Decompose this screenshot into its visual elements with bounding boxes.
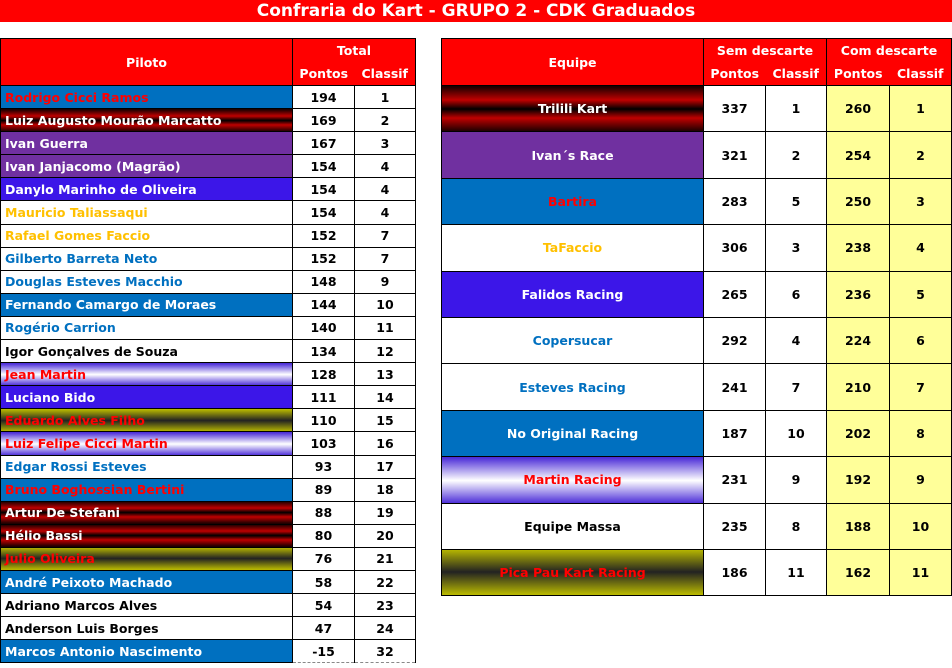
driver-classif: 13 — [355, 363, 416, 386]
driver-row — [1, 524, 416, 547]
driver-name: Jean Martin — [1, 363, 293, 386]
team-name: TaFaccio — [442, 225, 704, 271]
team-name: Trilili Kart — [442, 86, 704, 132]
team-sem-pontos: 337 — [704, 86, 766, 132]
team-name: Bartira — [442, 178, 704, 224]
driver-pontos: 134 — [293, 340, 355, 363]
driver-row — [1, 201, 416, 224]
driver-name: André Peixoto Machado — [1, 570, 293, 593]
driver-classif: 10 — [355, 293, 416, 316]
header-sem-descarte: Sem descarte — [704, 39, 827, 63]
driver-classif: 17 — [355, 455, 416, 478]
driver-classif: 21 — [355, 547, 416, 570]
driver-pontos: 76 — [293, 547, 355, 570]
team-sem-classif: 9 — [766, 457, 827, 503]
driver-classif: 23 — [355, 594, 416, 617]
team-name: Ivan´s Race — [442, 132, 704, 178]
team-name: Esteves Racing — [442, 364, 704, 410]
driver-pontos: 152 — [293, 247, 355, 270]
team-com-pontos: 224 — [827, 317, 890, 363]
driver-pontos: 140 — [293, 316, 355, 339]
driver-pontos: 144 — [293, 293, 355, 316]
driver-row — [1, 340, 416, 363]
team-sem-classif: 7 — [766, 364, 827, 410]
driver-name: Igor Gonçalves de Souza — [1, 340, 293, 363]
team-com-classif: 9 — [890, 457, 952, 503]
driver-row — [1, 640, 416, 663]
team-com-pontos: 210 — [827, 364, 890, 410]
page-title: Confraria do Kart - GRUPO 2 - CDK Graduados — [0, 0, 952, 22]
driver-row — [1, 617, 416, 640]
driver-row — [1, 409, 416, 432]
driver-name: Julio Oliveira — [1, 547, 293, 570]
driver-classif: 4 — [355, 178, 416, 201]
driver-row — [1, 570, 416, 593]
driver-pontos: 128 — [293, 363, 355, 386]
driver-row — [1, 178, 416, 201]
driver-classif: 12 — [355, 340, 416, 363]
team-name: Equipe Massa — [442, 503, 704, 549]
team-com-classif: 7 — [890, 364, 952, 410]
team-sem-classif: 11 — [766, 549, 827, 595]
team-com-classif: 5 — [890, 271, 952, 317]
team-com-classif: 6 — [890, 317, 952, 363]
driver-classif: 14 — [355, 386, 416, 409]
driver-pontos: 152 — [293, 224, 355, 247]
drivers-standings-table — [0, 38, 416, 663]
driver-pontos: 194 — [293, 86, 355, 109]
driver-classif: 20 — [355, 524, 416, 547]
driver-name: Ivan Guerra — [1, 132, 293, 155]
driver-pontos: 154 — [293, 155, 355, 178]
driver-pontos: 93 — [293, 455, 355, 478]
driver-row — [1, 86, 416, 109]
driver-name: Artur De Stefani — [1, 501, 293, 524]
driver-name: Marcos Antonio Nascimento — [1, 640, 293, 663]
team-name: Falidos Racing — [442, 271, 704, 317]
driver-pontos: 58 — [293, 570, 355, 593]
driver-row — [1, 316, 416, 339]
team-com-pontos: 162 — [827, 549, 890, 595]
team-sem-pontos: 235 — [704, 503, 766, 549]
header-total: Total — [293, 39, 416, 63]
team-sem-classif: 1 — [766, 86, 827, 132]
driver-name: Douglas Esteves Macchio — [1, 270, 293, 293]
team-sem-pontos: 186 — [704, 549, 766, 595]
team-sem-classif: 2 — [766, 132, 827, 178]
driver-name: Adriano Marcos Alves — [1, 594, 293, 617]
team-com-classif: 8 — [890, 410, 952, 456]
driver-pontos: 80 — [293, 524, 355, 547]
driver-name: Eduardo Alves Filho — [1, 409, 293, 432]
driver-classif: 1 — [355, 86, 416, 109]
driver-pontos: 154 — [293, 201, 355, 224]
driver-name: Rodrigo Cicci Ramos — [1, 86, 293, 109]
header-piloto: Piloto — [1, 39, 293, 86]
driver-classif: 4 — [355, 201, 416, 224]
driver-classif: 3 — [355, 132, 416, 155]
teams-standings-table — [441, 38, 952, 596]
team-sem-pontos: 187 — [704, 410, 766, 456]
team-sem-pontos: 321 — [704, 132, 766, 178]
driver-pontos: 54 — [293, 594, 355, 617]
driver-row — [1, 478, 416, 501]
team-sem-classif: 10 — [766, 410, 827, 456]
driver-classif: 9 — [355, 270, 416, 293]
driver-name: Anderson Luis Borges — [1, 617, 293, 640]
driver-row — [1, 293, 416, 316]
header-pontos: Pontos — [293, 63, 355, 86]
team-com-pontos: 236 — [827, 271, 890, 317]
driver-row — [1, 224, 416, 247]
team-com-classif: 3 — [890, 178, 952, 224]
driver-pontos: 167 — [293, 132, 355, 155]
driver-pontos: 88 — [293, 501, 355, 524]
team-com-classif: 11 — [890, 549, 952, 595]
driver-pontos: 148 — [293, 270, 355, 293]
driver-classif: 11 — [355, 316, 416, 339]
driver-name: Fernando Camargo de Moraes — [1, 293, 293, 316]
driver-classif: 16 — [355, 432, 416, 455]
team-sem-pontos: 283 — [704, 178, 766, 224]
driver-row — [1, 386, 416, 409]
driver-classif: 18 — [355, 478, 416, 501]
team-sem-pontos: 265 — [704, 271, 766, 317]
driver-name: Edgar Rossi Esteves — [1, 455, 293, 478]
driver-classif: 7 — [355, 224, 416, 247]
header-com-descarte: Com descarte — [827, 39, 952, 63]
driver-row — [1, 270, 416, 293]
team-com-pontos: 192 — [827, 457, 890, 503]
driver-name: Luiz Felipe Cicci Martin — [1, 432, 293, 455]
driver-pontos: 111 — [293, 386, 355, 409]
driver-name: Ivan Janjacomo (Magrão) — [1, 155, 293, 178]
team-com-pontos: 250 — [827, 178, 890, 224]
team-com-classif: 2 — [890, 132, 952, 178]
team-com-classif: 10 — [890, 503, 952, 549]
header-com-pontos: Pontos — [827, 63, 890, 86]
driver-pontos: 47 — [293, 617, 355, 640]
driver-pontos: 110 — [293, 409, 355, 432]
driver-name: Hélio Bassi — [1, 524, 293, 547]
team-sem-pontos: 241 — [704, 364, 766, 410]
driver-name: Luciano Bido — [1, 386, 293, 409]
team-com-classif: 4 — [890, 225, 952, 271]
team-name: Pica Pau Kart Racing — [442, 549, 704, 595]
driver-classif: 24 — [355, 617, 416, 640]
team-name: No Original Racing — [442, 410, 704, 456]
team-com-pontos: 260 — [827, 86, 890, 132]
team-row — [442, 503, 952, 549]
team-row — [442, 132, 952, 178]
driver-row — [1, 432, 416, 455]
team-sem-pontos: 231 — [704, 457, 766, 503]
driver-name: Bruno Boghossian Bertini — [1, 478, 293, 501]
header-equipe: Equipe — [442, 39, 704, 86]
driver-row — [1, 109, 416, 132]
team-com-pontos: 238 — [827, 225, 890, 271]
driver-row — [1, 363, 416, 386]
team-com-pontos: 202 — [827, 410, 890, 456]
driver-classif: 22 — [355, 570, 416, 593]
team-sem-classif: 5 — [766, 178, 827, 224]
team-name: Martin Racing — [442, 457, 704, 503]
team-row — [442, 317, 952, 363]
driver-classif: 4 — [355, 155, 416, 178]
driver-row — [1, 155, 416, 178]
header-sem-classif: Classif — [766, 63, 827, 86]
team-sem-pontos: 292 — [704, 317, 766, 363]
team-sem-classif: 3 — [766, 225, 827, 271]
driver-name: Rogério Carrion — [1, 316, 293, 339]
driver-row — [1, 547, 416, 570]
driver-name: Gilberto Barreta Neto — [1, 247, 293, 270]
driver-classif: 15 — [355, 409, 416, 432]
driver-name: Danylo Marinho de Oliveira — [1, 178, 293, 201]
driver-name: Mauricio Taliassaqui — [1, 201, 293, 224]
driver-name: Rafael Gomes Faccio — [1, 224, 293, 247]
driver-row — [1, 594, 416, 617]
team-sem-classif: 6 — [766, 271, 827, 317]
driver-pontos: 89 — [293, 478, 355, 501]
driver-pontos: -15 — [293, 640, 355, 663]
driver-row — [1, 455, 416, 478]
driver-pontos: 169 — [293, 109, 355, 132]
team-row — [442, 410, 952, 456]
team-sem-classif: 4 — [766, 317, 827, 363]
team-row — [442, 86, 952, 132]
driver-classif: 32 — [355, 640, 416, 663]
driver-row — [1, 247, 416, 270]
team-com-classif: 1 — [890, 86, 952, 132]
driver-classif: 2 — [355, 109, 416, 132]
team-sem-pontos: 306 — [704, 225, 766, 271]
team-row — [442, 549, 952, 595]
header-com-classif: Classif — [890, 63, 952, 86]
team-row — [442, 364, 952, 410]
driver-row — [1, 501, 416, 524]
team-com-pontos: 188 — [827, 503, 890, 549]
team-row — [442, 225, 952, 271]
team-name: Copersucar — [442, 317, 704, 363]
driver-row — [1, 132, 416, 155]
header-classif: Classif — [355, 63, 416, 86]
driver-pontos: 103 — [293, 432, 355, 455]
header-sem-pontos: Pontos — [704, 63, 766, 86]
driver-pontos: 154 — [293, 178, 355, 201]
team-com-pontos: 254 — [827, 132, 890, 178]
team-row — [442, 457, 952, 503]
team-row — [442, 271, 952, 317]
team-row — [442, 178, 952, 224]
driver-classif: 7 — [355, 247, 416, 270]
team-sem-classif: 8 — [766, 503, 827, 549]
driver-classif: 19 — [355, 501, 416, 524]
driver-name: Luiz Augusto Mourão Marcatto — [1, 109, 293, 132]
